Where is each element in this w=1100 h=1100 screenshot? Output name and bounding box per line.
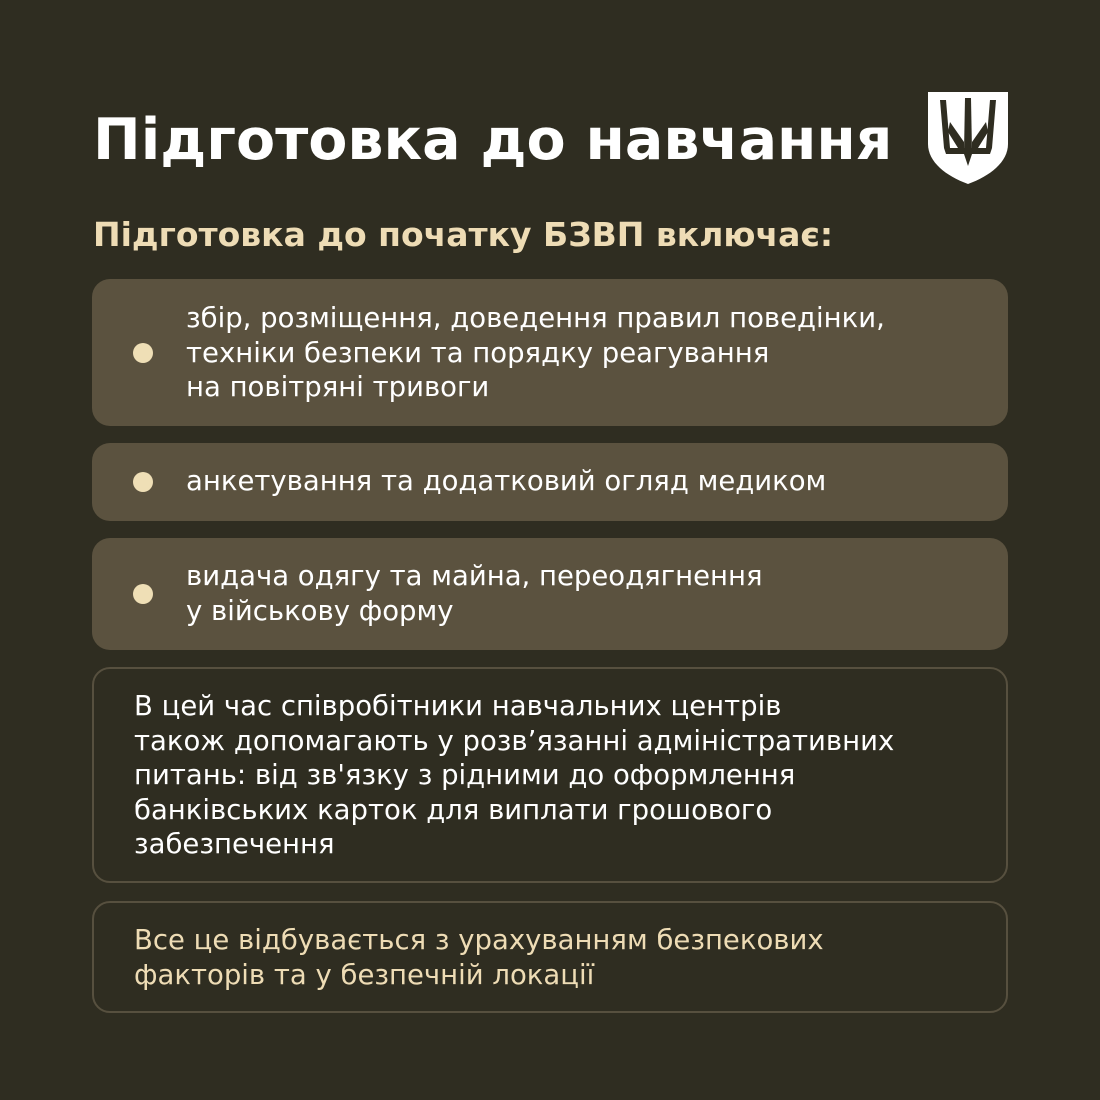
- trident-shield-icon: [928, 92, 1008, 184]
- bullet-icon: [133, 472, 153, 492]
- list-item: [92, 279, 1008, 426]
- list-item: [92, 538, 1008, 650]
- list-item-text: видача одягу та майна, переодягнення у військову форму: [186, 560, 763, 627]
- footer-note-box: [92, 901, 1008, 1013]
- info-note-text: В цей час співробітники навчальних центрів також допомагають у розв’язанні адміністративних питань: від зв'язку з рідними до оформлення банківських карток для виплати грошового забезпечення: [134, 690, 895, 860]
- footer-note-text: Все це відбувається з урахуванням безпекових факторів та у безпечній локації: [134, 924, 824, 991]
- section-subtitle: Підготовка до початку БЗВП включає:: [93, 215, 834, 254]
- list-item-text: збір, розміщення, доведення правил поведінки, техніки безпеки та порядку реагування на повітряні тривоги: [186, 302, 885, 403]
- bullet-icon: [133, 343, 153, 363]
- page-title: Підготовка до навчання: [93, 107, 893, 173]
- list-item-text: анкетування та додатковий огляд медиком: [186, 465, 827, 497]
- info-note-box: [92, 667, 1008, 883]
- bullet-icon: [133, 584, 153, 604]
- list-item: [92, 443, 1008, 521]
